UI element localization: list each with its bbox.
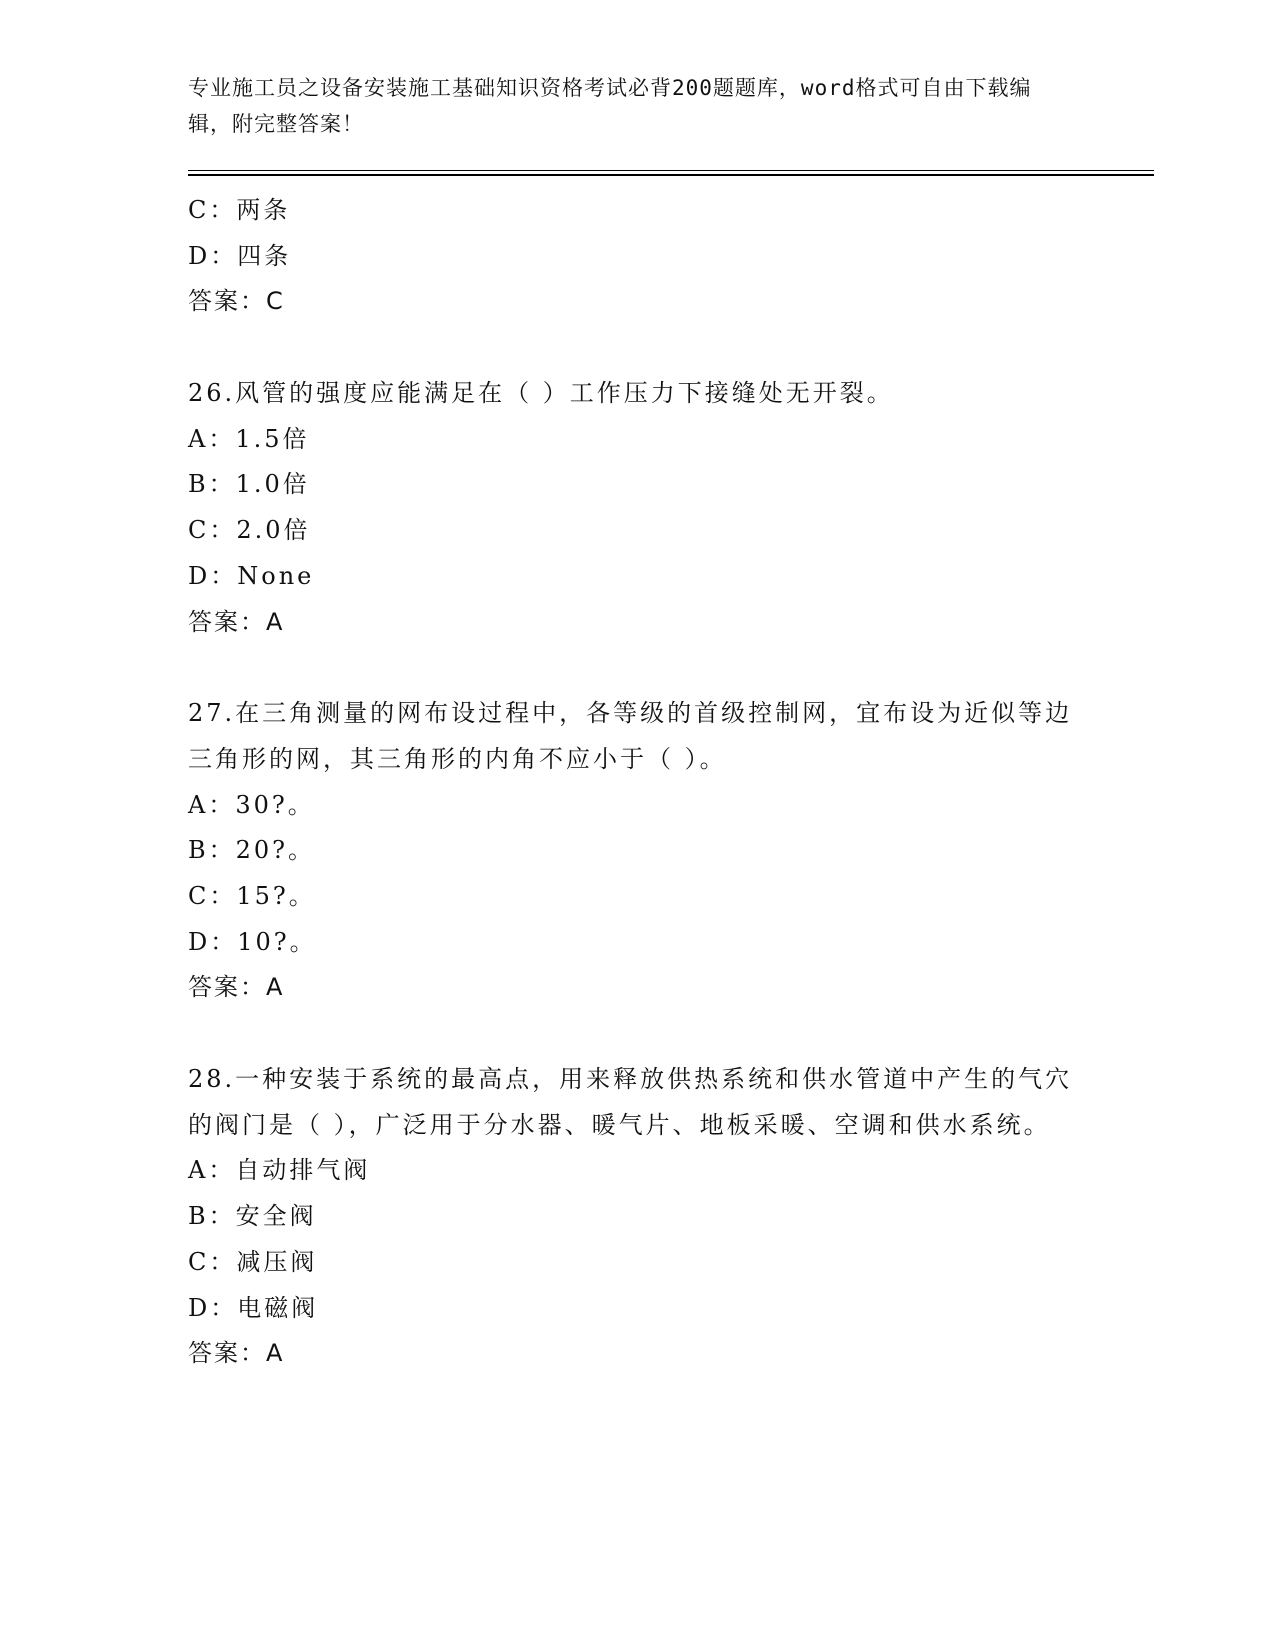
option-c: C：两条 (188, 196, 291, 224)
option-c: C：15?。 (188, 881, 316, 910)
header-divider-thick (188, 174, 1154, 176)
option-c: C：减压阀 (188, 1247, 318, 1276)
document-header: 专业施工员之设备安装施工基础知识资格考试必背200题题库，word格式可自由下载编辑，附完整答案！ (188, 76, 1032, 136)
option-d: D：电磁阀 (188, 1293, 319, 1322)
option-b: B：20?。 (188, 836, 316, 865)
answer-line: 答案：A (188, 607, 285, 636)
option-a: A：30?。 (188, 790, 315, 819)
option-a: A：自动排气阀 (188, 1156, 371, 1185)
question-28-stem: 28.一种安装于系统的最高点，用来释放供热系统和供水管道中产生的气穴的阀门是（ ），广泛用于分水器、暖气片、地板采暖、空调和供水系统。 (188, 1065, 1073, 1139)
header-divider-thin (188, 170, 1154, 171)
question-26-stem: 26.风管的强度应能满足在（ ）工作压力下接缝处无开裂。 (188, 379, 894, 408)
option-b: B：1.0倍 (188, 470, 310, 499)
answer-line: 答案：A (188, 1339, 285, 1368)
option-d: D：四条 (188, 241, 292, 270)
option-a: A：1.5倍 (188, 424, 310, 453)
option-c: C：2.0倍 (188, 516, 311, 545)
answer-line: 答案：C (188, 287, 285, 316)
answer-line: 答案：A (188, 973, 285, 1002)
option-d: D：10?。 (188, 927, 317, 956)
question-27-stem: 27.在三角测量的网布设过程中，各等级的首级控制网，宜布设为近似等边三角形的网，其三角形的内角不应小于（ ）。 (188, 699, 1073, 773)
option-b: B：安全阀 (188, 1202, 317, 1231)
option-d: D：None (188, 561, 315, 590)
question-list (188, 188, 1088, 1377)
